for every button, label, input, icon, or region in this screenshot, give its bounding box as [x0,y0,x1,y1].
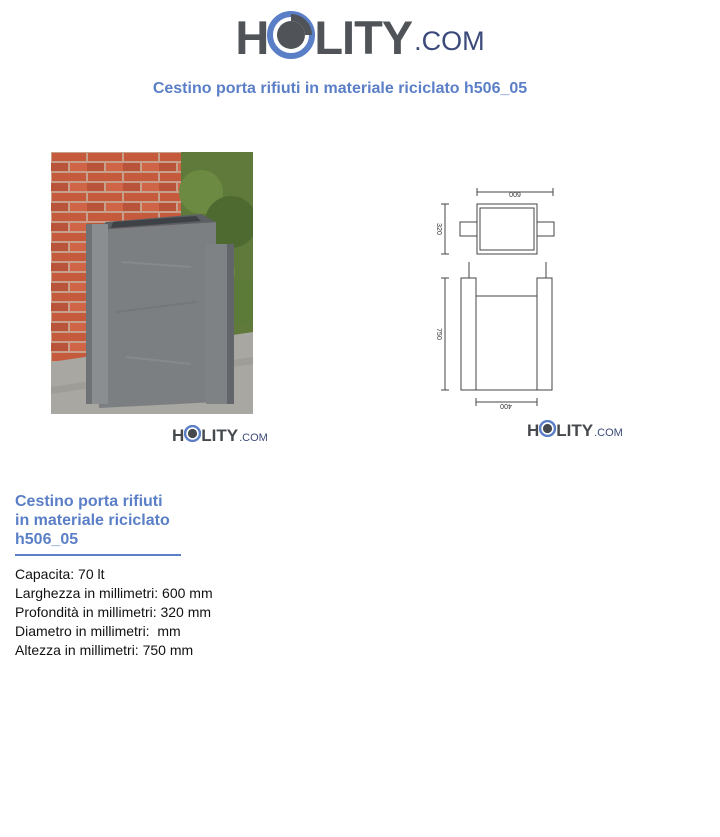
product-title-line: Cestino porta rifiuti [15,493,163,510]
dim-height: 750 [435,328,442,340]
page-title: Cestino porta rifiuti in materiale riciclato h506_05 [152,80,528,97]
product-photo [51,152,253,414]
spec-list [15,565,213,660]
spec-depth: Profondità in millimetri: 320 mm [15,604,212,620]
technical-drawing [425,180,575,415]
dim-bottom-width: 400 [500,402,512,409]
photo-logo-o-icon [184,425,201,447]
spec-capacity: Capacita: 70 lt [15,566,105,582]
product-title-line: in materiale riciclato [15,512,170,529]
photo-logo-letters-lity: LITY [201,426,239,445]
product-title [15,492,215,549]
title-divider [15,554,181,556]
bin-dimension-drawing-icon [425,180,575,415]
product-title-line: h506_05 [15,531,79,548]
logo-letters-lity: LITY [314,11,413,64]
logo-letter-h: H [235,11,269,64]
photo-logo-letter-h: H [172,426,185,445]
drawing-logo-letter-h: H [527,421,540,440]
spec-height: Altezza in millimetri: 750 mm [15,642,194,658]
logo-o-icon [267,11,315,64]
dim-depth: 320 [435,223,442,235]
waste-bin-photo-icon [51,152,253,414]
drawing-logo-o-icon [539,420,556,442]
spec-width: Larghezza in millimetri: 600 mm [15,585,213,601]
drawing-logo-dotcom: .COM [594,427,623,439]
photo-logo-dotcom: .COM [239,432,268,444]
logo-dotcom: .COM [414,26,485,56]
photo-watermark-logo [172,425,268,447]
dim-top-width: 600 [509,190,521,197]
drawing-logo-letters-lity: LITY [556,421,594,440]
drawing-watermark-logo [527,420,623,442]
spec-diameter: Diametro in millimetri: mm [15,623,181,639]
holity-logo [0,10,720,65]
